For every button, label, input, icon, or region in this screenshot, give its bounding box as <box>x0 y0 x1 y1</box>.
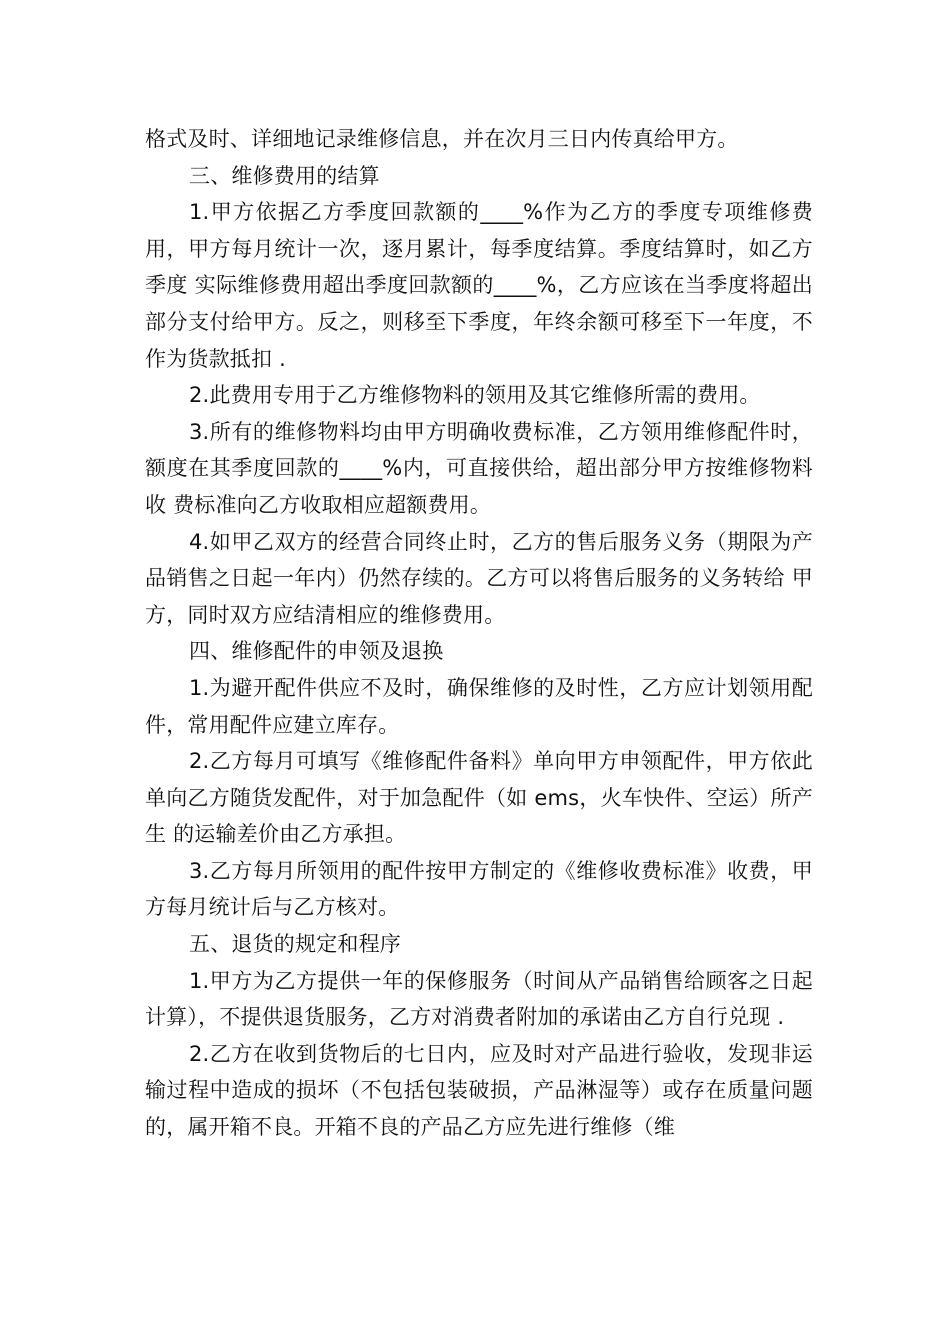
section-heading: 三、维修费用的结算 <box>189 163 380 188</box>
paragraph: 2.乙方在收到货物后的七日内，应及时对产品进行验收，发现非运输过程中造成的损坏（不包括包装破损，产品淋湿等）或存在质量问题的，属开箱不良。开箱不良的产品乙方应先进行维修（维 <box>145 1041 813 1140</box>
paragraph: 1.甲方为乙方提供一年的保修服务（时间从产品销售给顾客之日起计算），不提供退货服务，乙方对消费者附加的承诺由乙方自行兑现 . <box>145 968 813 1030</box>
section-heading: 四、维修配件的申领及退换 <box>189 639 444 664</box>
paragraph: 4.如甲乙双方的经营合同终止时，乙方的售后服务义务（期限为产品销售之日起一年内）仍然存续的。乙方可以将售后服务的义务转给 甲方，同时双方应结清相应的维修费用。 <box>145 529 813 627</box>
paragraph: 2.乙方每月可填写《维修配件备料》单向甲方申领配件，甲方依此单向乙方随货发配件，对于加急配件（如 ems，火车快件、空运）所产生 的运输差价由乙方承担。 <box>145 749 813 847</box>
paragraph: 格式及时、详细地记录维修信息，并在次月三日内传真给甲方。 <box>145 127 739 151</box>
section-heading: 五、退货的规定和程序 <box>189 932 401 957</box>
paragraph: 3.乙方每月所领用的配件按甲方制定的《维修收费标准》收费，甲方每月统计后与乙方核对。 <box>145 858 813 920</box>
paragraph: 2.此费用专用于乙方维修物料的领用及其它维修所需的费用。 <box>189 383 761 408</box>
paragraph: 1.甲方依据乙方季度回款额的____%作为乙方的季度专项维修费用，甲方每月统计一次，逐月累计，每季度结算。季度结算时，如乙方季度 实际维修费用超出季度回款额的____%，乙方应该在当季度将超出部分支付给甲方。反之，则移至下季度，年终余额可移至下一年度，不作为货款抵扣 . <box>145 200 813 371</box>
paragraph: 3.所有的维修物料均由甲方明确收费标准，乙方领用维修配件时，额度在其季度回款的____%内，可直接供给，超出部分甲方按维修物料收 费标准向乙方收取相应超额费用。 <box>145 419 813 517</box>
paragraph: 1.为避开配件供应不及时，确保维修的及时性，乙方应计划领用配件，常用配件应建立库存。 <box>145 675 813 737</box>
document-body <box>145 121 813 1146</box>
